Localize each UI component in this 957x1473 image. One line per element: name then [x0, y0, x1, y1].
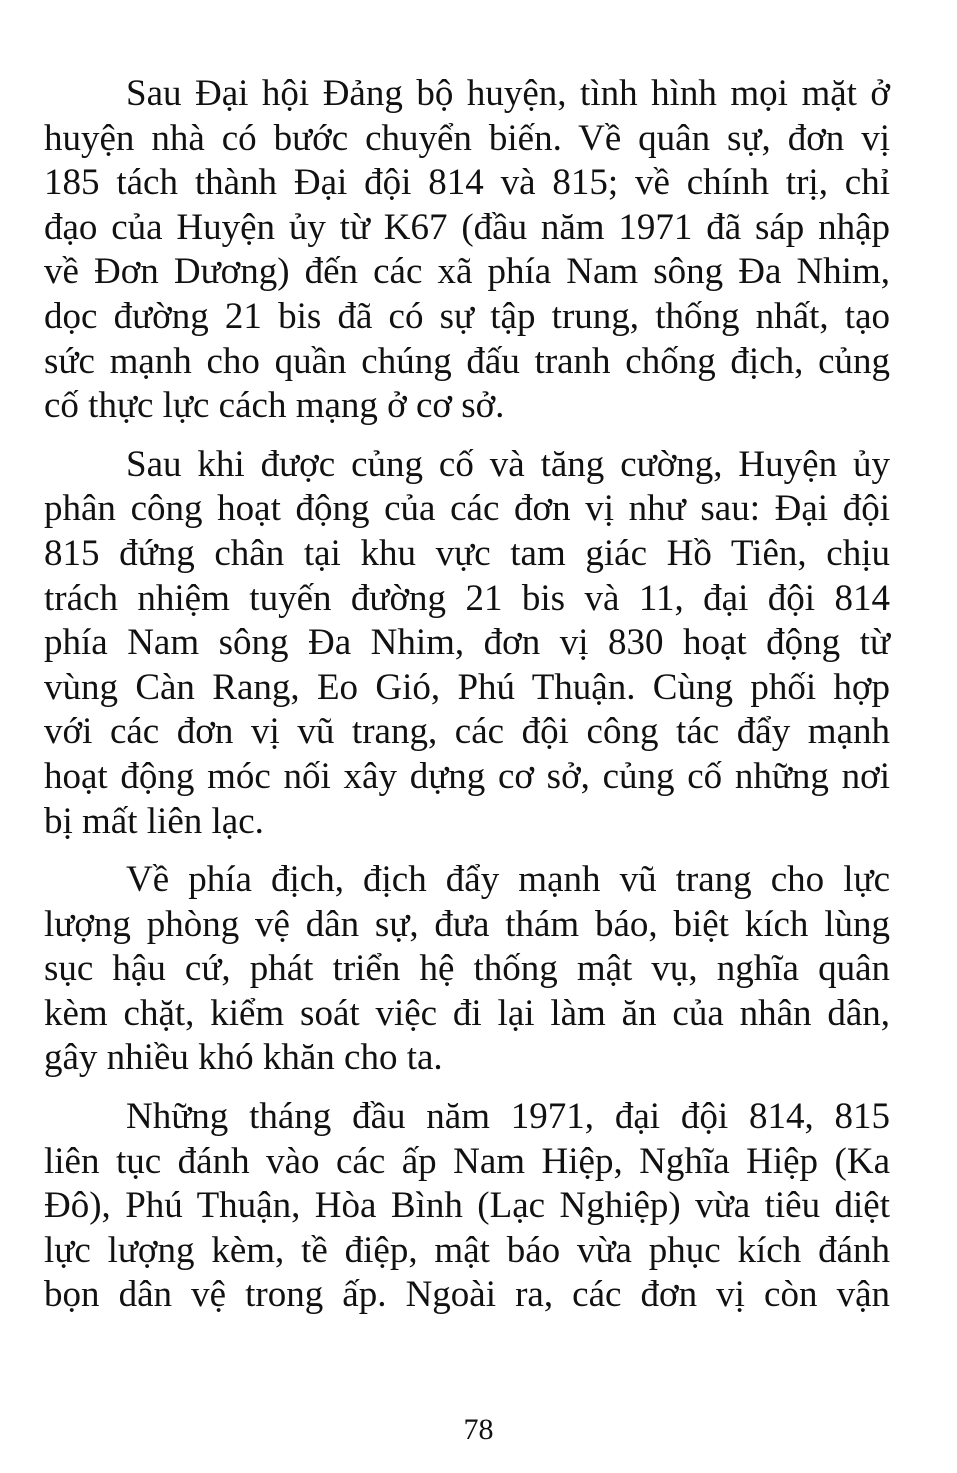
text-line: 185 tách thành Đại đội 814 và 815; về chính trị, chỉ [44, 162, 890, 204]
text-line: bị mất liên lạc. [44, 800, 264, 842]
text-line: lượng phòng vệ dân sự, đưa thám báo, biệt kích lùng [44, 903, 890, 945]
text-line: huyện nhà có bước chuyển biến. Về quân sự, đơn vị [44, 117, 890, 159]
text-line: cố thực lực cách mạng ở cơ sở. [44, 385, 505, 427]
text-line: Sau khi được củng cố và tăng cường, Huyện ủy [126, 443, 890, 485]
paragraph-3 [44, 858, 890, 1081]
text-line: Sau Đại hội Đảng bộ huyện, tình hình mọi mặt ở [126, 73, 890, 114]
text-line: phía Nam sông Đa Nhim, đơn vị 830 hoạt động từ [44, 622, 890, 664]
text-line: phân công hoạt động của các đơn vị như sau: Đại đội [44, 488, 890, 530]
text-line: về Đơn Dương) đến các xã phía Nam sông Đa Nhim, [44, 251, 890, 293]
body-text [44, 72, 890, 1332]
page-number: 78 [463, 1413, 494, 1446]
text-line: Đô), Phú Thuận, Hòa Bình (Lạc Nghiệp) vừa tiêu diệt [44, 1185, 890, 1227]
text-line: Về phía địch, địch đẩy mạnh vũ trang cho lực [126, 859, 890, 901]
text-line: liên tục đánh vào các ấp Nam Hiệp, Nghĩa Hiệp (Ka [44, 1140, 890, 1182]
text-line: Những tháng đầu năm 1971, đại đội 814, 815 [126, 1096, 890, 1138]
text-line: với các đơn vị vũ trang, các đội công tác đẩy mạnh [44, 711, 890, 753]
text-line: dọc đường 21 bis đã có sự tập trung, thống nhất, tạo [44, 295, 890, 337]
text-line: vùng Càn Rang, Eo Gió, Phú Thuận. Cùng phối hợp [44, 666, 890, 708]
paragraph-4 [44, 1095, 890, 1318]
paragraph-2 [44, 443, 890, 844]
text-line: sức mạnh cho quần chúng đấu tranh chống địch, củng [44, 340, 890, 382]
text-line: 815 đứng chân tại khu vực tam giác Hồ Tiên, chịu [44, 532, 890, 574]
text-line: gây nhiều khó khăn cho ta. [44, 1037, 443, 1079]
text-line: kèm chặt, kiểm soát việc đi lại làm ăn của nhân dân, [44, 992, 890, 1034]
paragraph-1 [44, 72, 890, 429]
text-line: bọn dân vệ trong ấp. Ngoài ra, các đơn vị còn vận [44, 1274, 890, 1316]
text-line: hoạt động móc nối xây dựng cơ sở, củng cố những nơi [44, 755, 890, 797]
text-line: sục hậu cứ, phát triển hệ thống mật vụ, nghĩa quân [44, 948, 890, 990]
text-line: đạo của Huyện ủy từ K67 (đầu năm 1971 đã sáp nhập [44, 206, 890, 248]
text-line: lực lượng kèm, tề điệp, mật báo vừa phục kích đánh [44, 1229, 890, 1271]
text-line: trách nhiệm tuyến đường 21 bis và 11, đại đội 814 [44, 577, 890, 619]
